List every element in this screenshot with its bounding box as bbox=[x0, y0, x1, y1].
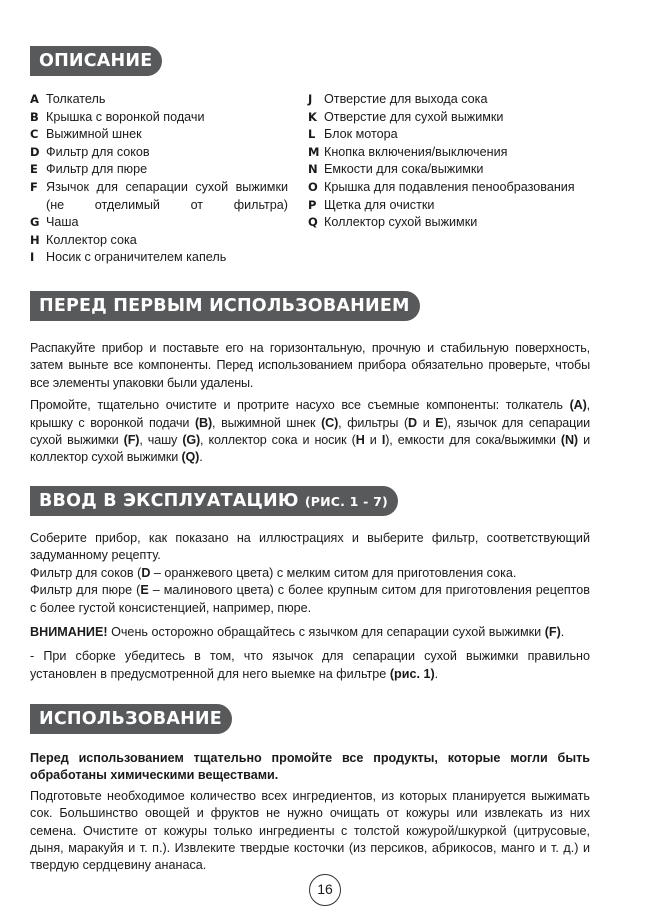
before-first-use-text bbox=[30, 340, 590, 467]
list-item: D Фильтр для соков bbox=[30, 144, 150, 159]
paragraph: - При сборке убедитесь в том, что язычок для сепарации сухой выжимки правильно установлен в предусмотренной для него выемке на фильтре (рис. 1). bbox=[30, 649, 590, 681]
list-item: O Крышка для подавления пенообразования bbox=[308, 179, 575, 194]
paragraph: Перед использованием тщательно промойте все продукты, которые могли быть обработаны химическими веществами. bbox=[30, 751, 590, 783]
list-item: G Чаша bbox=[30, 215, 79, 230]
list-item: L Блок мотора bbox=[308, 127, 398, 142]
parts-list-right bbox=[308, 91, 590, 232]
list-item: C Выжимной шнек bbox=[30, 127, 142, 142]
list-item: N Емкости для сока/выжимки bbox=[308, 162, 484, 177]
list-item: B Крышка с воронкой подачи bbox=[30, 109, 205, 124]
list-item: Q Коллектор сухой выжимки bbox=[308, 215, 478, 230]
list-item: J Отверстие для выхода сока bbox=[308, 92, 488, 106]
list-item: H Коллектор сока bbox=[30, 232, 137, 247]
section-title-commissioning: ВВОД В ЭКСПЛУАТАЦИЮ (РИС. 1 - 7) bbox=[30, 486, 398, 516]
paragraph: Соберите прибор, как показано на иллюстрациях и выберите фильтр, соответствующий задуманному рецепту. Фильтр для соков (D – оранжевого цвета) с мелким ситом для приготовления сока. Фильтр для пюре (E – малинового цвета) с более крупным ситом для приготовления рецептов с более густой консистенцией, например, пюре. bbox=[30, 531, 591, 615]
usage-text bbox=[30, 750, 590, 875]
page-number: 16 bbox=[309, 874, 341, 906]
section-title-before-first-use: ПЕРЕД ПЕРВЫМ ИСПОЛЬЗОВАНИЕМ bbox=[30, 291, 420, 321]
commissioning-text bbox=[30, 530, 590, 683]
list-item: F Язычок для сепарации сухой выжимки (не отделимый от фильтра) bbox=[30, 179, 288, 212]
paragraph: Распакуйте прибор и поставьте его на горизонтальную, прочную и стабильную поверхность, затем выньте все компоненты. Перед использованием прибора обязательно проверьте, чтобы все элементы упаковки были удалены. bbox=[30, 341, 590, 390]
list-item: A Толкатель bbox=[30, 92, 106, 106]
paragraph: Подготовьте необходимое количество всех ингредиентов, из которых планируется выжимать сок. Большинство овощей и фруктов не нужно очищать от кожуры или извлекать из них семена. Очистите от кожуры только ингредиенты с толстой кожурой/шкуркой (цитрусовые, дыня, маракуйя и т. п.). Извлеките твердые косточки (из персиков, абрикосов, манго и т. д.) и твердую сердцевину ананаса. bbox=[30, 788, 590, 873]
list-item: M Кнопка включения/выключения bbox=[308, 144, 508, 159]
list-item: P Щетка для очистки bbox=[308, 197, 435, 212]
list-item: I Носик с ограничителем капель bbox=[30, 250, 227, 265]
section-title-description: ОПИСАНИЕ bbox=[30, 46, 162, 76]
parts-list-left bbox=[30, 91, 288, 267]
list-item: K Отверстие для сухой выжимки bbox=[308, 109, 504, 124]
warning-paragraph: ВНИМАНИЕ! Очень осторожно обращайтесь с язычком для сепарации сухой выжимки (F). bbox=[30, 625, 565, 640]
section-title-usage: ИСПОЛЬЗОВАНИЕ bbox=[30, 704, 232, 734]
list-item: E Фильтр для пюре bbox=[30, 162, 148, 177]
paragraph: Промойте, тщательно очистите и протрите насухо все съемные компоненты: толкатель (A), крышку с воронкой подачи (B), выжимной шнек (C), фильтры (D и E), язычок для сепарации сухой выжимки (F), чашу (G), коллектор сока и носик (H и I), емкости для сока/выжимки (N) и коллектор сухой выжимки (Q). bbox=[30, 398, 590, 465]
